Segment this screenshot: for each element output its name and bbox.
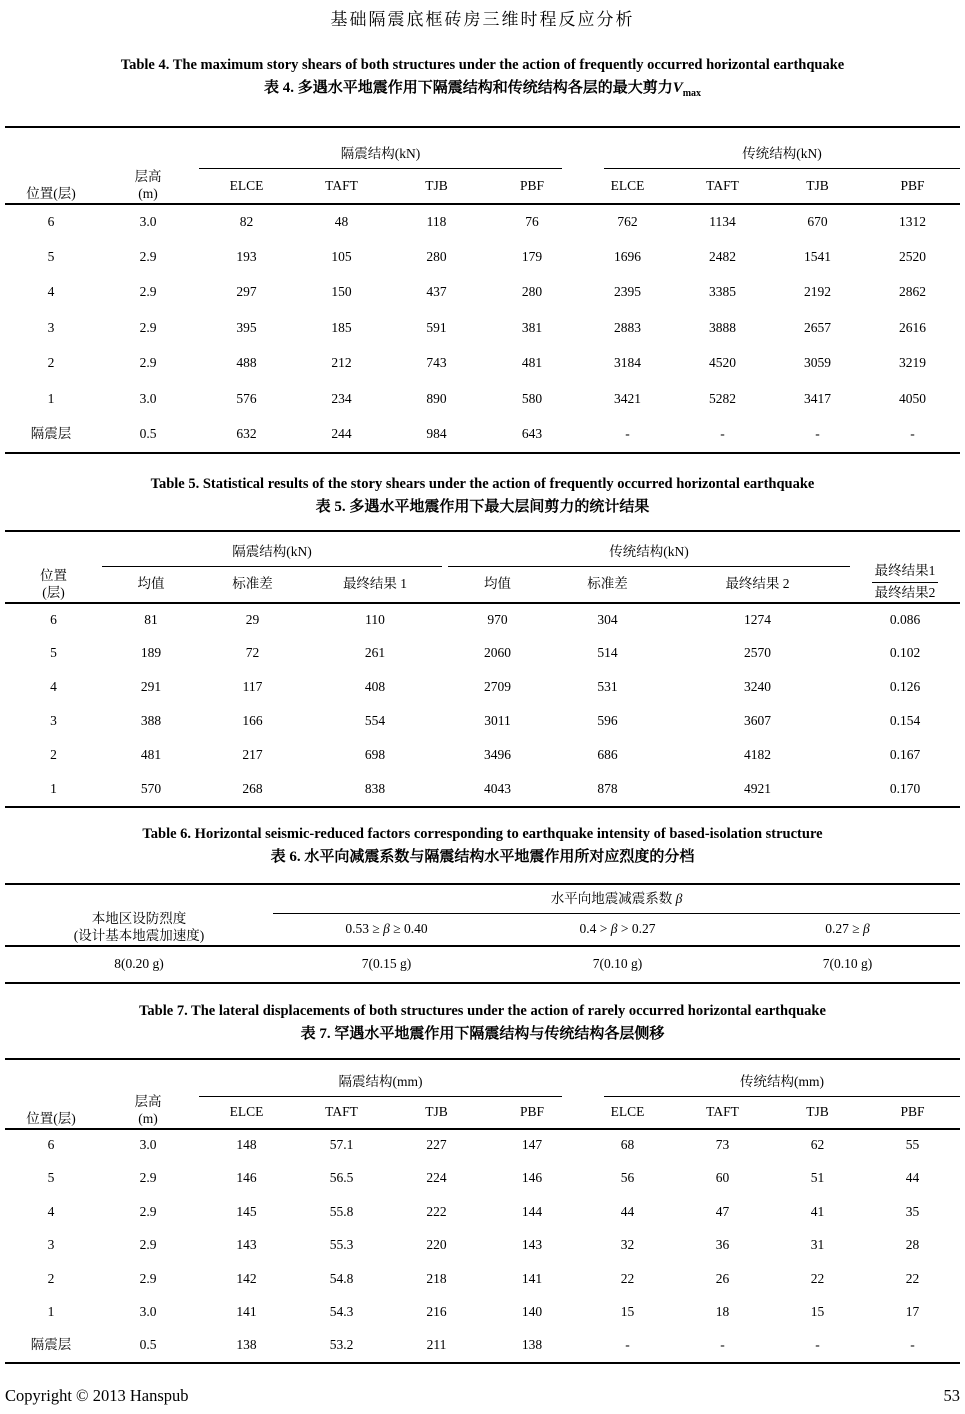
table-cell: 179 bbox=[521, 248, 543, 264]
beta-symbol: β bbox=[610, 920, 618, 936]
table-cell: 36 bbox=[715, 1237, 730, 1253]
table-cell: 51 bbox=[810, 1170, 825, 1186]
t5-subcol: 最终结果 1 bbox=[305, 567, 445, 603]
table4-body bbox=[5, 204, 960, 453]
table-cell: 2.9 bbox=[139, 1203, 157, 1219]
table-cell: - bbox=[625, 1337, 630, 1353]
table5-statistics bbox=[5, 530, 960, 808]
table-cell: 2709 bbox=[484, 679, 511, 695]
table-cell: 3 bbox=[50, 713, 57, 729]
table-row bbox=[5, 275, 960, 311]
table-cell: 570 bbox=[140, 780, 162, 796]
table-cell: 1 bbox=[50, 780, 57, 796]
t7-subcol: PBF bbox=[865, 1097, 960, 1129]
table-row bbox=[5, 1296, 960, 1330]
t6-header-intensity: 本地区设防烈度 (设计基本地震加速度) bbox=[5, 884, 273, 946]
table-cell: 4182 bbox=[744, 747, 771, 763]
table-cell: 4 bbox=[47, 284, 55, 300]
table-cell: 3417 bbox=[804, 390, 831, 406]
table-cell: 481 bbox=[140, 747, 162, 763]
table-cell: 2395 bbox=[614, 284, 641, 300]
table-cell: 0.5 bbox=[139, 425, 157, 441]
table-cell: 0.102 bbox=[889, 645, 921, 661]
table-cell: 0.167 bbox=[889, 747, 921, 763]
table6-caption-zh: 表 6. 水平向减震系数与隔震结构水平地震作用所对应烈度的分档 bbox=[270, 848, 695, 865]
t4-subcol: ELCE bbox=[580, 169, 675, 204]
table-cell: 22 bbox=[810, 1270, 825, 1286]
table-cell: 222 bbox=[426, 1203, 447, 1219]
table-cell: 3607 bbox=[744, 713, 771, 729]
table-cell: 1134 bbox=[709, 213, 736, 229]
table-cell: 22 bbox=[905, 1270, 920, 1286]
table-row bbox=[5, 1162, 960, 1196]
table-cell: 0.5 bbox=[139, 1337, 157, 1353]
table-cell: 2060 bbox=[484, 645, 511, 661]
table-cell: 7(0.15 g) bbox=[361, 955, 412, 971]
table-cell: 18 bbox=[715, 1304, 730, 1320]
table-cell: 1274 bbox=[744, 611, 771, 627]
table-cell: 193 bbox=[236, 248, 257, 264]
table-cell: 1541 bbox=[804, 248, 831, 264]
vmax-symbol: V bbox=[672, 80, 683, 96]
table-cell: 743 bbox=[426, 355, 447, 371]
table-cell: 632 bbox=[236, 425, 257, 441]
table-cell: 138 bbox=[236, 1337, 257, 1353]
table-cell: 280 bbox=[426, 248, 447, 264]
t5-group-isolated: 隔震结构(kN) bbox=[102, 531, 445, 567]
table-cell: 670 bbox=[807, 213, 828, 229]
table-cell: 227 bbox=[426, 1137, 447, 1153]
table-cell: 220 bbox=[426, 1237, 447, 1253]
table-cell: 4 bbox=[50, 679, 57, 695]
table-cell: 62 bbox=[810, 1137, 825, 1153]
table-row bbox=[5, 1263, 960, 1297]
table-row bbox=[5, 240, 960, 276]
t7-subcol: ELCE bbox=[580, 1097, 675, 1129]
table-cell: 141 bbox=[236, 1304, 257, 1320]
table-cell: 2.9 bbox=[139, 284, 157, 300]
table-cell: 5 bbox=[47, 248, 55, 264]
table4-caption-en: Table 4. The maximum story shears of both structures under the action of frequently occurred horizontal earthquake bbox=[120, 57, 845, 73]
table-cell: 82 bbox=[239, 213, 254, 229]
table-cell: 3421 bbox=[614, 390, 641, 406]
t7-group-traditional: 传统结构(mm) bbox=[580, 1059, 960, 1097]
table-cell: 3 bbox=[47, 319, 55, 335]
t6-group-beta: 水平向地震减震系数 β bbox=[273, 884, 960, 914]
table-cell: 29 bbox=[245, 611, 260, 627]
t7-header-story-height: 层高 (m) bbox=[97, 1059, 199, 1129]
table-cell: 4050 bbox=[899, 390, 926, 406]
table7-caption bbox=[5, 1001, 960, 1046]
table-row bbox=[5, 739, 960, 773]
table-cell: 144 bbox=[521, 1203, 543, 1219]
table6-caption bbox=[5, 824, 960, 869]
t5-header-ratio bbox=[850, 531, 960, 603]
table-cell: 3.0 bbox=[139, 213, 157, 229]
table-cell: 2570 bbox=[744, 645, 771, 661]
table-cell: - bbox=[720, 1337, 725, 1353]
table-cell: 44 bbox=[620, 1203, 635, 1219]
table-cell: 4 bbox=[47, 1203, 55, 1219]
table-cell: 76 bbox=[525, 213, 539, 229]
table7-lateral-displacements bbox=[5, 1058, 960, 1365]
table-cell: 261 bbox=[364, 645, 386, 661]
table-cell: 3059 bbox=[804, 355, 831, 371]
table-cell: 105 bbox=[331, 248, 352, 264]
table-cell: 146 bbox=[236, 1170, 257, 1186]
table-cell: 6 bbox=[47, 1137, 55, 1153]
table-cell: 60 bbox=[715, 1170, 730, 1186]
table-cell: 297 bbox=[236, 284, 257, 300]
table5-caption-zh: 表 5. 多遇水平地震作用下最大层间剪力的统计结果 bbox=[315, 498, 650, 515]
t6-range-3: 0.27 ≥ β bbox=[735, 914, 960, 946]
table-row bbox=[5, 311, 960, 347]
table-cell: 6 bbox=[47, 213, 55, 229]
table-row bbox=[5, 417, 960, 453]
footer-page-number: 53 bbox=[943, 1386, 960, 1405]
table-cell: 48 bbox=[334, 213, 349, 229]
beta-symbol: β bbox=[863, 920, 870, 936]
table-cell: 隔震层 bbox=[30, 1337, 72, 1353]
table-cell: 72 bbox=[245, 645, 260, 661]
t4-subcol: PBF bbox=[484, 169, 580, 204]
table-cell: - bbox=[910, 1337, 915, 1353]
table6-reduced-factors bbox=[5, 883, 960, 984]
t4-header-location: 位置(层) bbox=[5, 127, 97, 204]
t7-subcol: TJB bbox=[770, 1097, 865, 1129]
table-cell: 15 bbox=[620, 1304, 635, 1320]
table-cell: 3011 bbox=[484, 713, 511, 729]
table-cell: 2.9 bbox=[139, 355, 157, 371]
table-row bbox=[5, 204, 960, 240]
t4-subcol: TAFT bbox=[294, 169, 389, 204]
table-cell: 141 bbox=[521, 1270, 543, 1286]
t4-subcol: TJB bbox=[770, 169, 865, 204]
table4-caption-zh: 表 4. 多遇水平地震作用下隔震结构和传统结构各层的最大剪力$V_{max}$ bbox=[263, 80, 702, 99]
table-cell: 2.9 bbox=[139, 1237, 157, 1253]
table-cell: 2 bbox=[47, 355, 55, 371]
table-cell: 596 bbox=[597, 713, 618, 729]
table-cell: 166 bbox=[242, 713, 263, 729]
t4-group-isolated: 隔震结构(kN) bbox=[199, 127, 580, 169]
table-cell: 554 bbox=[364, 713, 386, 729]
table-cell: 189 bbox=[140, 645, 162, 661]
table-cell: 970 bbox=[487, 611, 508, 627]
table-cell: 55 bbox=[905, 1137, 920, 1153]
table-cell: 1 bbox=[47, 390, 55, 406]
table-cell: 148 bbox=[236, 1137, 257, 1153]
table-row bbox=[5, 1129, 960, 1163]
table-cell: 3.0 bbox=[139, 1137, 157, 1153]
t5-subcol: 标准差 bbox=[200, 567, 305, 603]
table-cell: 4520 bbox=[709, 355, 736, 371]
table-cell: 234 bbox=[331, 390, 352, 406]
table-cell: 54.8 bbox=[329, 1270, 354, 1286]
table6-caption-en: Table 6. Horizontal seismic-reduced factors corresponding to earthquake intensity of based-isolation structure bbox=[142, 825, 823, 842]
table-cell: 28 bbox=[905, 1237, 920, 1253]
table5-body bbox=[5, 603, 960, 807]
table6-body bbox=[5, 946, 960, 983]
running-head-title: 基础隔震底框砖房三维时程反应分析 bbox=[330, 10, 635, 29]
table-cell: 145 bbox=[236, 1203, 257, 1219]
table-row bbox=[5, 1196, 960, 1230]
table-cell: 7(0.10 g) bbox=[592, 955, 643, 971]
table-cell: - bbox=[815, 1337, 820, 1353]
table-cell: 118 bbox=[426, 213, 447, 229]
table5-caption bbox=[5, 474, 960, 519]
table-row bbox=[5, 671, 960, 705]
table-cell: 44 bbox=[905, 1170, 920, 1186]
table-cell: 2.9 bbox=[139, 319, 157, 335]
t6-range-1: 0.53 ≥ β ≥ 0.40 bbox=[273, 914, 500, 946]
table-cell: 576 bbox=[236, 390, 257, 406]
table7-caption-zh: 表 7. 罕遇水平地震作用下隔震结构与传统结构各层侧移 bbox=[300, 1025, 665, 1042]
table-cell: 73 bbox=[715, 1137, 730, 1153]
table-cell: 53.2 bbox=[329, 1337, 354, 1353]
table-cell: 878 bbox=[597, 780, 618, 796]
table-cell: 8(0.20 g) bbox=[114, 955, 164, 971]
table-cell: 150 bbox=[331, 284, 352, 300]
table-cell: 838 bbox=[364, 780, 386, 796]
table-cell: 408 bbox=[364, 679, 386, 695]
table-cell: 2.9 bbox=[139, 1270, 157, 1286]
table-cell: 5 bbox=[47, 1170, 55, 1186]
table-row bbox=[5, 637, 960, 671]
table-cell: 3.0 bbox=[139, 390, 157, 406]
t4-header-story-height: 层高 (m) bbox=[97, 127, 199, 204]
table-cell: 3496 bbox=[484, 747, 511, 763]
table-cell: 643 bbox=[521, 425, 543, 441]
table-cell: 268 bbox=[242, 780, 263, 796]
table-cell: 15 bbox=[810, 1304, 825, 1320]
beta-symbol: β bbox=[383, 920, 390, 936]
t7-subcol: PBF bbox=[484, 1097, 580, 1129]
table-cell: 140 bbox=[521, 1304, 543, 1320]
table-cell: 762 bbox=[617, 213, 638, 229]
table-cell: 580 bbox=[521, 390, 543, 406]
table-cell: 142 bbox=[236, 1270, 257, 1286]
table4-caption bbox=[5, 55, 960, 106]
table-row bbox=[5, 773, 960, 807]
table-cell: 68 bbox=[620, 1137, 635, 1153]
table4-story-shears bbox=[5, 126, 960, 454]
table-cell: 531 bbox=[597, 679, 618, 695]
table-cell: 488 bbox=[236, 355, 257, 371]
table-cell: 1312 bbox=[899, 213, 926, 229]
table-cell: 56.5 bbox=[329, 1170, 354, 1186]
table-cell: 26 bbox=[715, 1270, 730, 1286]
table-cell: 2520 bbox=[899, 248, 926, 264]
table-cell: 481 bbox=[521, 355, 543, 371]
table-cell: 2862 bbox=[899, 284, 926, 300]
table-cell: 138 bbox=[521, 1337, 543, 1353]
table-cell: 3240 bbox=[744, 679, 771, 695]
table-cell: - bbox=[625, 425, 630, 441]
table-row bbox=[5, 1330, 960, 1364]
table-cell: 22 bbox=[620, 1270, 635, 1286]
table-cell: 47 bbox=[715, 1203, 730, 1219]
table-cell: 0.086 bbox=[889, 611, 921, 627]
table-cell: 0.154 bbox=[889, 713, 921, 729]
table-cell: 185 bbox=[331, 319, 352, 335]
table-cell: 2657 bbox=[804, 319, 831, 335]
table-cell: 2.9 bbox=[139, 1170, 157, 1186]
t7-group-isolated: 隔震结构(mm) bbox=[199, 1059, 580, 1097]
table-cell: - bbox=[910, 425, 915, 441]
table-cell: 1696 bbox=[614, 248, 641, 264]
t4-subcol: PBF bbox=[865, 169, 960, 204]
table-cell: 686 bbox=[597, 747, 618, 763]
table-cell: 3184 bbox=[614, 355, 641, 371]
table-cell: 2.9 bbox=[139, 248, 157, 264]
table-cell: 5 bbox=[50, 645, 57, 661]
table-row bbox=[5, 705, 960, 739]
table-row bbox=[5, 946, 960, 983]
ratio-fraction: $\frac{\text{最终结果1}}{\text{最终结果2}}$ bbox=[872, 563, 939, 602]
table-cell: 211 bbox=[426, 1337, 447, 1353]
table-cell: 7(0.10 g) bbox=[822, 955, 873, 971]
table-cell: 隔震层 bbox=[30, 425, 72, 441]
table-cell: 55.3 bbox=[329, 1237, 354, 1253]
table-cell: 2616 bbox=[899, 319, 926, 335]
table-cell: 55.8 bbox=[329, 1203, 354, 1219]
t5-subcol: 标准差 bbox=[550, 567, 665, 603]
table-cell: 304 bbox=[597, 611, 618, 627]
table-cell: 2 bbox=[50, 747, 57, 763]
table-cell: 143 bbox=[236, 1237, 257, 1253]
table-cell: 4043 bbox=[484, 780, 511, 796]
table-cell: 1 bbox=[47, 1304, 55, 1320]
table-row bbox=[5, 1229, 960, 1263]
table-cell: 6 bbox=[50, 611, 57, 627]
table-cell: 0.170 bbox=[889, 780, 921, 796]
table-cell: 117 bbox=[242, 679, 263, 695]
table-cell: 146 bbox=[521, 1170, 543, 1186]
table-cell: 216 bbox=[426, 1304, 447, 1320]
table-cell: 3.0 bbox=[139, 1304, 157, 1320]
table-cell: 31 bbox=[810, 1237, 825, 1253]
table-cell: 291 bbox=[140, 679, 162, 695]
table-cell: 395 bbox=[236, 319, 257, 335]
table-cell: 3 bbox=[47, 1237, 55, 1253]
t7-header-location: 位置(层) bbox=[5, 1059, 97, 1129]
beta-symbol: β bbox=[675, 890, 683, 906]
table-cell: 41 bbox=[810, 1203, 825, 1219]
t6-range-2: 0.4 > β > 0.27 bbox=[500, 914, 735, 946]
table7-caption-en: Table 7. The lateral displacements of both structures under the action of rarely occurred horizontal earthquake bbox=[139, 1002, 826, 1019]
t4-subcol: ELCE bbox=[199, 169, 294, 204]
table-cell: 984 bbox=[426, 425, 447, 441]
table-cell: - bbox=[815, 425, 820, 441]
table-cell: 57.1 bbox=[329, 1137, 354, 1153]
table-cell: - bbox=[720, 425, 725, 441]
t5-group-traditional: 传统结构(kN) bbox=[445, 531, 850, 567]
table-cell: 2482 bbox=[709, 248, 736, 264]
t5-subcol: 均值 bbox=[445, 567, 550, 603]
table-cell: 147 bbox=[521, 1137, 543, 1153]
table7-body bbox=[5, 1129, 960, 1364]
table-cell: 218 bbox=[426, 1270, 447, 1286]
table-cell: 2883 bbox=[614, 319, 641, 335]
t4-group-traditional: 传统结构(kN) bbox=[580, 127, 960, 169]
table-cell: 4921 bbox=[744, 780, 771, 796]
table-cell: 217 bbox=[242, 747, 263, 763]
table-cell: 3385 bbox=[709, 284, 736, 300]
table-cell: 388 bbox=[140, 713, 162, 729]
table-cell: 3888 bbox=[709, 319, 736, 335]
t5-header-location: 位置 (层) bbox=[5, 531, 102, 603]
table-cell: 35 bbox=[905, 1203, 920, 1219]
table-cell: 381 bbox=[521, 319, 543, 335]
table-row bbox=[5, 603, 960, 637]
table-cell: 17 bbox=[905, 1304, 920, 1320]
table-cell: 514 bbox=[597, 645, 618, 661]
table-row bbox=[5, 382, 960, 418]
table-cell: 2192 bbox=[804, 284, 831, 300]
t4-subcol: TAFT bbox=[675, 169, 770, 204]
table-cell: 890 bbox=[426, 390, 447, 406]
table-cell: 54.3 bbox=[329, 1304, 354, 1320]
table-cell: 56 bbox=[620, 1170, 635, 1186]
t4-subcol: TJB bbox=[389, 169, 484, 204]
table-cell: 0.126 bbox=[889, 679, 921, 695]
table-cell: 143 bbox=[521, 1237, 543, 1253]
t5-subcol: 均值 bbox=[102, 567, 200, 603]
table-cell: 280 bbox=[521, 284, 543, 300]
table-cell: 2 bbox=[47, 1270, 55, 1286]
table-row bbox=[5, 346, 960, 382]
table-cell: 110 bbox=[365, 611, 385, 627]
table-cell: 32 bbox=[620, 1237, 635, 1253]
page-footer bbox=[5, 1386, 960, 1406]
table-cell: 244 bbox=[331, 425, 352, 441]
table-cell: 3219 bbox=[899, 355, 926, 371]
table-cell: 81 bbox=[144, 611, 158, 627]
t5-subcol: 最终结果 2 bbox=[665, 567, 850, 603]
t7-subcol: TAFT bbox=[294, 1097, 389, 1129]
vmax-subscript: max bbox=[682, 88, 702, 99]
footer-copyright: Copyright © 2013 Hanspub bbox=[5, 1386, 189, 1405]
t7-subcol: TJB bbox=[389, 1097, 484, 1129]
t7-subcol: TAFT bbox=[675, 1097, 770, 1129]
table-cell: 212 bbox=[331, 355, 352, 371]
table-cell: 437 bbox=[426, 284, 447, 300]
table-cell: 591 bbox=[426, 319, 447, 335]
table5-caption-en: Table 5. Statistical results of the story shears under the action of frequently occurred horizontal earthquake bbox=[150, 475, 815, 492]
t7-subcol: ELCE bbox=[199, 1097, 294, 1129]
table-cell: 5282 bbox=[709, 390, 736, 406]
table-cell: 698 bbox=[364, 747, 386, 763]
table-cell: 224 bbox=[426, 1170, 447, 1186]
